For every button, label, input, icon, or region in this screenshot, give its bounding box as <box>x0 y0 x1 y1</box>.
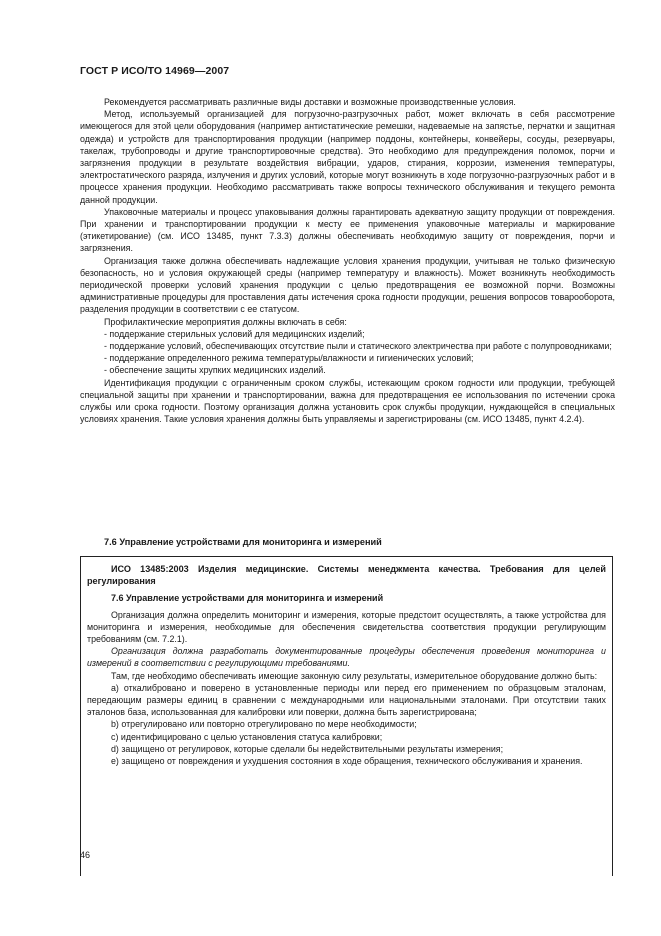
body-text <box>80 96 615 425</box>
section-title: 7.6 Управление устройствами для мониторинга и измерений <box>104 537 382 547</box>
box-paragraph-italic: Организация должна разработать документированные процедуры обеспечения проведения мониторинга и измерений в соответствии с регулирующими требованиями. <box>87 646 606 669</box>
box-list-item: a) откалибровано и поверено в установленные периоды или перед его применением по образцовым эталонам, передающим размеры единиц в сравнении с международными или национальными эталонами. При отсутствии таких эталонов база, использованная для калибровки или поверки, должна быть зарегистрирована; <box>87 682 606 718</box>
list-item: - поддержание стерильных условий для медицинских изделий; <box>104 328 365 339</box>
paragraph: Профилактические мероприятия должны включать в себя: <box>104 316 347 327</box>
list-item: - обеспечение защиты хрупких медицинских изделий. <box>104 365 326 376</box>
list-item: - поддержание условий, обеспечивающих отсутствие пыли и статического электричества при работе с полупроводниками; <box>104 341 612 352</box>
box-paragraph: Организация должна определить мониторинг и измерения, которые предстоит осуществлять, а также устройства для мониторинга и измерения, необходимые для обеспечения свидетельства соответствия продукции регулирующим требованиям (см. 7.2.1). <box>87 609 606 645</box>
document-header: ГОСТ Р ИСО/ТО 14969—2007 <box>80 65 230 77</box>
page-number: 46 <box>80 850 91 860</box>
standard-title: ИСО 13485:2003 Изделия медицинские. Системы менеджмента качества. Требования для целей регулирования <box>87 564 606 587</box>
paragraph: Упаковочные материалы и процесс упаковывания должны гарантировать адекватную защиту продукции от повреждения. При хранении и транспортировании продукции к месту ее применения упаковочные материалы и маркирование (этикетирование) (см. ИСО 13485, пункт 7.3.3) должны обеспечивать необходимую защиту от повреждения, порчи и загрязнения. <box>80 206 615 254</box>
quoted-standard-box <box>80 556 613 876</box>
box-list-item: b) отрегулировано или повторно отрегулировано по мере необходимости; <box>111 719 417 730</box>
box-paragraph: Там, где необходимо обеспечивать имеющие законную силу результаты, измерительное оборудование должно быть: <box>111 670 598 681</box>
box-list-item: e) защищено от повреждения и ухудшения состояния в ходе обращения, технического обслуживания и хранения. <box>111 756 583 767</box>
box-list-item: d) защищено от регулировок, которые сделали бы недействительными результаты измерения; <box>111 743 504 754</box>
list-item: - поддержание определенного режима температуры/влажности и гигиенических условий; <box>104 353 474 364</box>
paragraph: Организация также должна обеспечивать надлежащие условия хранения продукции, учитывая не только физическую безопасность, но и условия окружающей среды (например температуру и влажность). Может возникнуть необходимость периодической проверки условий хранения продукции с целью предотвращения ее возможной порчи. Возможны административные процедуры для проставления даты истечения срока годности продукции, решения вопросов товарооборота, разделения продукции в соответствии с ее статусом. <box>80 255 615 315</box>
paragraph: Идентификация продукции с ограниченным сроком службы, истекающим сроком годности или продукции, требующей специальной защиты при хранении и транспортировании, важна для предотвращения ее использования по истечении срока службы или срока годности. Поэтому организация должна установить срок службы продукции, нуждающейся в специальных условиях хранения. Такие условия хранения должны быть управляемы и зарегистрированы (см. ИСО 13485, пункт 4.2.4). <box>80 377 615 425</box>
paragraph: Метод, используемый организацией для погрузочно-разгрузочных работ, может включать в себя рассмотрение имеющегося для этой цели оборудования (например антистатические ремешки, надеваемые на запястье, перчатки и защитная одежда) и устройств для транспортирования продукции (например поддоны, контейнеры, конвейеры, сосуды, резервуары, такелаж, трубопроводы и другие транспортировочные средства). Это необходимо для предупреждения поломок, порчи и загрязнения продукции в результате воздействия вибрации, ударов, стирания, коррозии, изменения температуры, электростатического разряда, излучения и других условий, которые могут возникнуть в ходе погрузочно-разгрузочных работ и в процессе хранения продукции. Необходимо рассматривать также вопросы технического обслуживания и текущего ремонта данной продукции. <box>80 109 615 205</box>
paragraph: Рекомендуется рассматривать различные виды доставки и возможные производственные условия. <box>104 97 516 107</box>
box-subtitle: 7.6 Управление устройствами для мониторинга и измерений <box>111 593 384 604</box>
box-list-item: c) идентифицировано с целью установления статуса калибровки; <box>111 731 383 742</box>
